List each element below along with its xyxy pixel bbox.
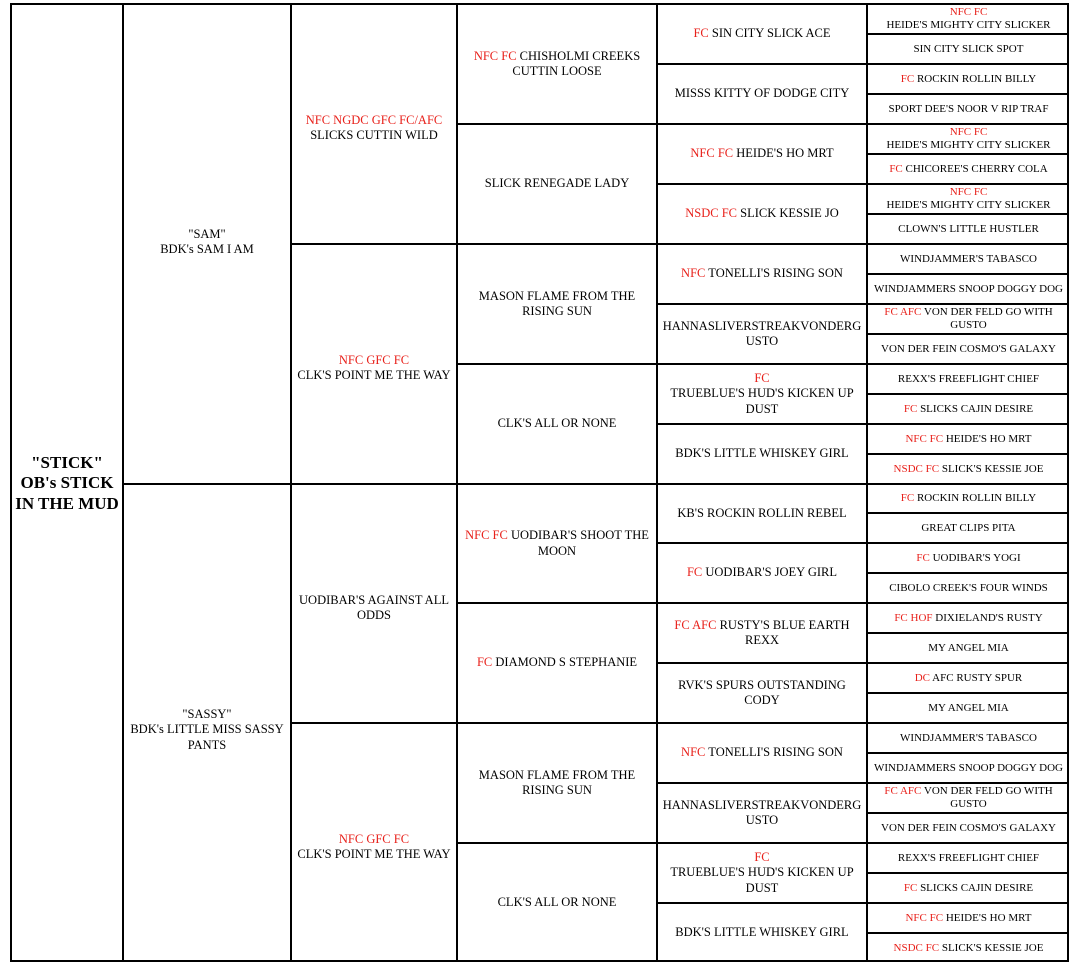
pedigree-cell-g5-22 [866,662,1069,692]
dog-entry [894,612,1042,625]
pedigree-cell-g5-31 [866,932,1069,962]
dog-name: VON DER FEIN COSMO'S GALAXY [881,342,1056,355]
cell-content [678,678,846,709]
dog-name-line: TRUEBLUE'S HUD'S KICKEN UP [670,386,854,401]
pedigree-cell-g5-4 [866,123,1069,153]
dog-name: REXX'S FREEFLIGHT CHIEF [897,851,1040,864]
dog-entry [477,655,637,670]
cell-content [663,319,862,350]
cell-content [874,283,1063,296]
frame-border-right [1067,3,1069,962]
pedigree-cell-g3-4 [456,483,656,602]
dog-name: CLK'S POINT ME THE WAY [297,368,451,383]
pedigree-cell-g5-8 [866,243,1069,273]
pedigree-cell-g5-17 [866,512,1069,542]
pedigree-cell-g4-6 [656,363,866,423]
dog-name: CIBOLO CREEK'S FOUR WINDS [889,581,1048,594]
dog-name: HEIDE'S MIGHTY CITY SLICKER [886,139,1051,151]
title-prefix: FC [889,162,903,175]
dog-name-line: MASON FLAME FROM THE [478,767,636,782]
cell-content [884,785,1052,810]
cell-content [894,612,1042,625]
cell-content [663,798,862,829]
pedigree-cell-g4-13 [656,782,866,842]
dog-name-line: FC AFC VON DER FELD GO WITH [884,785,1053,798]
dog-name-line: NFC FC CHISHOLMI CREEKS [473,48,641,63]
pedigree-cell-g4-10 [656,602,866,662]
cell-content [915,672,1023,685]
pedigree-cell-g5-7 [866,213,1069,243]
cell-content [299,593,449,624]
cell-content [886,126,1050,151]
title-prefix: FC [754,850,770,865]
pedigree-cell-g5-27 [866,812,1069,842]
cell-content [675,86,850,101]
cell-content [681,266,843,281]
title-prefix: FC AFC [884,306,922,319]
dog-name: SLICKS CAJIN DESIRE [920,402,1034,415]
cell-content [889,582,1048,595]
cell-content [15,453,119,513]
dog-entry [915,672,1023,685]
dog-name-line: REXX [744,633,780,647]
dog-name: SLICK'S KESSIE JOE [941,941,1044,954]
pedigree-cell-g2-1 [290,243,456,483]
title-prefix: FC [693,26,709,41]
pedigree-cell-g4-0 [656,3,866,63]
pedigree-cell-g5-5 [866,153,1069,183]
pedigree-cell-g5-19 [866,572,1069,602]
pedigree-cell-g5-29 [866,872,1069,902]
pedigree-cell-g5-6 [866,183,1069,213]
dog-name-line: RVK'S SPURS OUTSTANDING [678,677,846,692]
pedigree-cell-g5-12 [866,363,1069,393]
dog-name-line: BDK's SAM I AM [160,242,254,257]
title-prefix: FC [900,72,915,85]
pedigree-cell-g5-20 [866,602,1069,632]
dog-name-line: MOON [537,543,577,558]
dog-name: ROCKIN ROLLIN BILLY [916,492,1037,505]
cell-content [881,822,1056,835]
dog-name: HEIDE'S MIGHTY CITY SLICKER [886,199,1051,211]
dog-entry [889,163,1047,176]
dog-name: BDK'S LITTLE WHISKEY GIRL [675,446,849,461]
title-prefix: FC AFC [884,785,922,798]
dog-name: SIN CITY SLICK SPOT [913,42,1024,55]
cell-content [670,850,853,896]
dog-name-line: FC AFC RUSTY'S BLUE EARTH [674,617,850,632]
dog-entry [905,433,1031,446]
cell-content [297,353,450,384]
title-prefix: FC [903,402,918,415]
dog-name: VON DER FEIN COSMO'S GALAXY [881,821,1056,834]
dog-entry [916,552,1020,565]
cell-content [886,6,1050,31]
cell-content [465,528,649,559]
cell-content [900,732,1037,745]
dog-name: CLK'S ALL OR NONE [497,895,617,910]
dog-name: HEIDE'S HO MRT [945,911,1032,924]
pedigree-cell-g1-1 [122,483,290,962]
pedigree-cell-g2-0 [290,3,456,243]
title-prefix: FC AFC [674,617,717,632]
pedigree-cell-g5-18 [866,542,1069,572]
dog-name-line: TRUEBLUE'S HUD'S KICKEN UP [670,865,854,880]
title-prefix: FC HOF [894,611,933,624]
pedigree-cell-g4-15 [656,902,866,962]
dog-name-line: "SAM" [188,227,226,241]
cell-content [894,463,1044,476]
cell-content [681,745,843,760]
dog-name-line: GUSTO [950,319,987,331]
dog-entry [681,745,843,760]
pedigree-cell-g5-28 [866,842,1069,872]
dog-name: CLK'S POINT ME THE WAY [297,847,451,862]
dog-name-line: CUTTIN LOOSE [512,64,602,78]
title-prefix: FC [754,371,770,386]
cell-content [693,26,830,41]
dog-name: UODIBAR'S JOEY GIRL [705,565,838,580]
pedigree-cell-g5-3 [866,93,1069,123]
pedigree-cell-g5-2 [866,63,1069,93]
dog-entry [894,942,1044,955]
dog-entry [904,882,1033,895]
title-prefix: NFC NGDC GFC FC/AFC [305,113,443,127]
cell-content [677,506,846,521]
cell-content [904,403,1033,416]
cell-content [479,289,635,320]
pedigree-cell-g5-13 [866,393,1069,423]
dog-name-line: USTO [745,813,779,827]
dog-entry [685,206,839,221]
cell-content [928,642,1008,655]
frame-border-bottom [10,960,1069,962]
title-prefix: FC [686,565,703,580]
pedigree-cell-g1-0 [122,3,290,483]
pedigree-cell-g4-3 [656,183,866,243]
cell-content [928,702,1008,715]
dog-name: HEIDE'S HO MRT [945,432,1032,445]
dog-name-line: "SASSY" [182,707,232,721]
dog-name: DIAMOND S STEPHANIE [495,655,638,670]
title-prefix: FC [916,551,930,564]
cell-content [914,43,1024,56]
cell-content [306,113,443,144]
cell-content [901,73,1037,86]
dog-name-line: CODY [744,693,780,707]
dog-entry [901,73,1037,86]
pedigree-cell-g5-21 [866,632,1069,662]
title-prefix: NFC FC [949,126,988,139]
dog-name: WINDJAMMER'S TABASCO [900,731,1037,744]
title-prefix: FC [903,881,918,894]
dog-name: SLICK'S KESSIE JOE [941,462,1044,475]
dog-name: AFC RUSTY SPUR [932,671,1023,684]
cell-content [898,373,1039,386]
dog-name-line: RISING SUN [522,783,592,797]
dog-name-line: ODDS [356,608,392,623]
cell-content [485,176,629,191]
dog-entry [905,912,1031,925]
title-prefix: NSDC FC [685,206,737,221]
pedigree-cell-g5-0 [866,3,1069,33]
pedigree-cell-g5-15 [866,453,1069,483]
title-prefix: NFC [681,266,706,281]
cell-content [477,655,637,670]
dog-name-line: MASON FLAME FROM THE [478,288,636,303]
pedigree-cell-g4-14 [656,842,866,902]
title-prefix: DC [914,671,931,684]
dog-name-line: UODIBAR'S AGAINST ALL [299,593,449,607]
dog-name: SLICKS CAJIN DESIRE [920,881,1034,894]
dog-name: KB'S ROCKIN ROLLIN REBEL [677,505,847,520]
pedigree-cell-g5-16 [866,483,1069,512]
dog-entry [904,403,1033,416]
pedigree-cell-g5-10 [866,303,1069,333]
pedigree-cell-g5-1 [866,33,1069,63]
pedigree-cell-g4-1 [656,63,866,123]
dog-name-line: DUST [745,880,779,895]
pedigree-cell-g5-14 [866,423,1069,453]
pedigree-cell-g3-7 [456,842,656,962]
dog-name-line: USTO [745,334,779,348]
pedigree-cell-g3-2 [456,243,656,363]
pedigree-cell-g4-8 [656,483,866,542]
title-prefix: NFC FC [473,48,517,63]
pedigree-cell-g4-11 [656,662,866,722]
pedigree-cell-g5-30 [866,902,1069,932]
pedigree-cell-g4-5 [656,303,866,363]
pedigree-cell-g2-3 [290,722,456,962]
dog-name-line: "STICK" [31,453,103,473]
dog-name-line: PANTS [187,737,227,752]
dog-entry [681,266,843,281]
cell-content [297,832,450,863]
pedigree-cell-g4-7 [656,423,866,483]
cell-content [901,492,1037,505]
cell-content [685,206,839,221]
pedigree-cell-g4-2 [656,123,866,183]
pedigree-cell-g5-11 [866,333,1069,363]
pedigree-cell-g5-24 [866,722,1069,752]
title-prefix: NFC GFC FC [338,353,410,367]
dog-entry [693,26,830,41]
dog-name: TONELLI'S RISING SON [708,745,843,760]
pedigree-cell-g0-0 [10,3,122,962]
title-prefix: NFC GFC FC [338,832,410,846]
dog-name: BDK'S LITTLE WHISKEY GIRL [675,925,849,940]
title-prefix: NFC FC [465,528,508,543]
title-prefix: FC [476,655,493,670]
pedigree-cell-g5-9 [866,273,1069,303]
dog-name: MISSS KITTY OF DODGE CITY [674,86,850,101]
pedigree-cell-g3-6 [456,722,656,842]
dog-name-line: HANNASLIVERSTREAKVONDERG [662,797,862,812]
pedigree-cell-g5-25 [866,752,1069,782]
dog-name-line: NFC FC UODIBAR'S SHOOT THE [465,528,649,543]
dog-name: HEIDE'S HO MRT [736,146,834,161]
dog-name-line: FC AFC VON DER FELD GO WITH [884,306,1053,319]
cell-content [904,882,1033,895]
title-prefix: NFC FC [905,911,944,924]
dog-name-line: RISING SUN [522,304,592,318]
dog-name: SPORT DEE'S NOOR V RIP TRAF [888,102,1049,115]
dog-name: DIXIELAND'S RUSTY [935,611,1043,624]
dog-name-line: HANNASLIVERSTREAKVONDERG [662,318,862,333]
dog-name: HEIDE'S MIGHTY CITY SLICKER [886,19,1051,31]
dog-name-line: GUSTO [950,798,987,810]
cell-content [905,912,1031,925]
cell-content [160,227,254,258]
pedigree-cell-g4-4 [656,243,866,303]
cell-content [894,942,1044,955]
pedigree-cell-g2-2 [290,483,456,722]
dog-name: SLICK RENEGADE LADY [484,176,630,191]
cell-content [886,186,1050,211]
title-prefix: NFC FC [905,432,944,445]
cell-content [898,852,1039,865]
cell-content [881,343,1056,356]
cell-content [690,146,833,161]
title-prefix: NFC FC [949,6,988,19]
dog-entry [687,565,837,580]
dog-name: SLICK KESSIE JO [740,206,839,221]
cell-content [687,565,837,580]
dog-name: WINDJAMMER'S TABASCO [900,252,1037,265]
dog-entry [894,463,1044,476]
cell-content [889,163,1047,176]
pedigree-cell-g5-23 [866,692,1069,722]
cell-content [498,416,617,431]
cell-content [498,895,617,910]
dog-name: CHICOREE'S CHERRY COLA [905,162,1048,175]
cell-content [675,925,848,940]
dog-name: MY ANGEL MIA [928,641,1009,654]
dog-name: WINDJAMMERS SNOOP DOGGY DOG [874,282,1063,295]
dog-name-line: DUST [745,401,779,416]
dog-name: UODIBAR'S YOGI [932,551,1021,564]
cell-content [884,306,1052,331]
dog-name: ROCKIN ROLLIN BILLY [916,72,1037,85]
dog-name: MY ANGEL MIA [928,701,1009,714]
pedigree-cell-g3-3 [456,363,656,483]
dog-entry [901,492,1037,505]
title-prefix: NSDC FC [893,941,940,954]
dog-name: GREAT CLIPS PITA [921,521,1016,534]
dog-name-line: BDK's LITTLE MISS SASSY [130,722,284,737]
cell-content [898,223,1039,236]
title-prefix: NSDC FC [893,462,940,475]
cell-content [479,768,635,799]
dog-name: SLICKS CUTTIN WILD [310,128,438,143]
dog-name: TONELLI'S RISING SON [708,266,843,281]
pedigree-cell-g3-1 [456,123,656,243]
cell-content [670,371,853,417]
dog-name-line: OB's STICK [20,473,114,493]
cell-content [674,618,849,649]
pedigree-cell-g4-12 [656,722,866,782]
cell-content [675,446,848,461]
cell-content [874,762,1063,775]
dog-entry [690,146,833,161]
pedigree-cell-g4-9 [656,542,866,602]
dog-name: SIN CITY SLICK ACE [711,26,831,41]
cell-content [916,552,1020,565]
cell-content [900,253,1037,266]
title-prefix: FC [900,492,915,505]
title-prefix: NFC [681,745,706,760]
dog-name: WINDJAMMERS SNOOP DOGGY DOG [874,761,1063,774]
pedigree-cell-g5-26 [866,782,1069,812]
title-prefix: NFC FC [690,146,734,161]
pedigree-cell-g3-5 [456,602,656,722]
dog-name-line: IN THE MUD [15,493,119,513]
dog-name: REXX'S FREEFLIGHT CHIEF [897,372,1040,385]
dog-name: CLK'S ALL OR NONE [497,416,617,431]
cell-content [130,707,283,753]
dog-name: CLOWN'S LITTLE HUSTLER [898,222,1039,235]
pedigree-table [10,3,1069,962]
pedigree-cell-g3-0 [456,3,656,123]
cell-content [921,522,1015,535]
cell-content [474,49,640,80]
cell-content [905,433,1031,446]
cell-content [889,103,1049,116]
title-prefix: NFC FC [949,186,988,199]
